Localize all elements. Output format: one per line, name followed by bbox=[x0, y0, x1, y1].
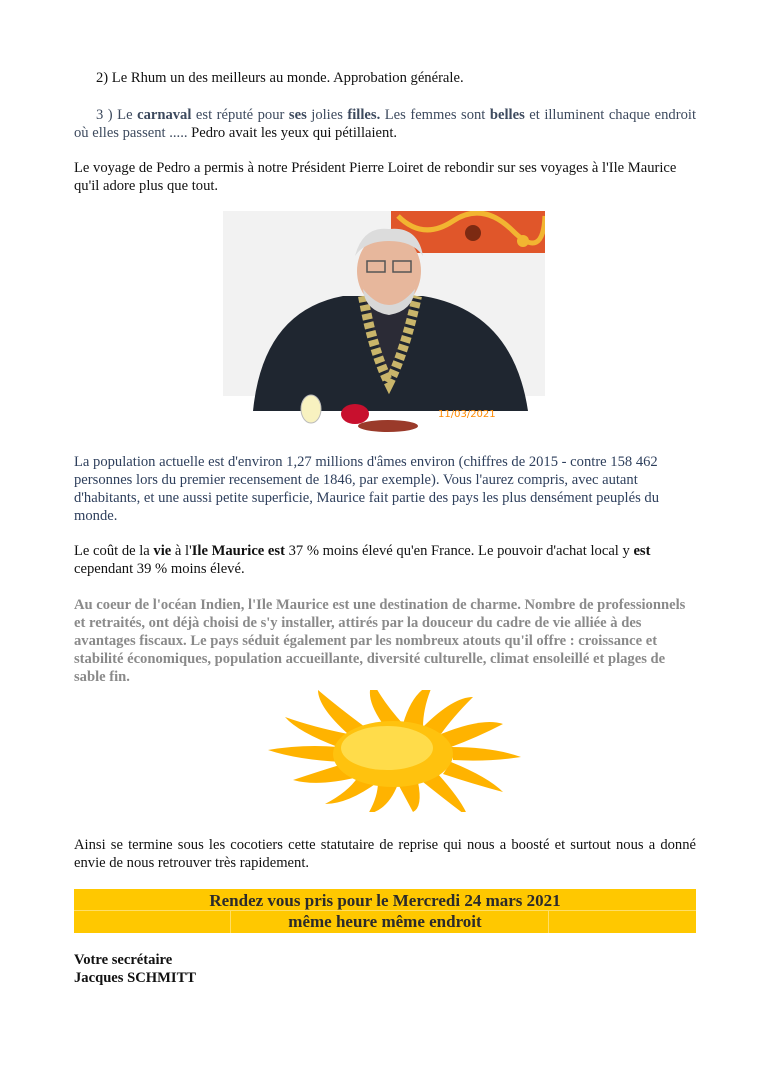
sun-icon bbox=[262, 690, 524, 812]
list-item-3: 3 ) Le carnaval est réputé pour ses jolies filles. Les femmes sont belles et illuminent chaque endroit où elles passent ..... Pedro avait les yeux qui pétillaient. bbox=[74, 107, 696, 141]
banner-line-1: Rendez vous pris pour le Mercredi 24 mars 2021 bbox=[209, 891, 561, 910]
ocean-paragraph: Au coeur de l'océan Indien, l'Ile Maurice est une destination de charme. Nombre de professionnels et retraités, ont déjà choisi de s'y installer, attirés par la douceur du cadre de vie alliée à des avantages fiscaux. Le pays séduit également par les nombreux atouts qu'il offre : croissance et stabilité économiques, population accueillante, diversité culturelle, climat ensoleillé et plages de sable fin. bbox=[74, 597, 686, 685]
population-paragraph: La population actuelle est d'environ 1,27 millions d'âmes environ (chiffres de 2015 - contre 158 462 personnes lors du premier recensement de 1846, par exemple). Vous l'aurez compris, avec autant d'habitants, et une aussi petite superficie, Maurice fait partie des pays les plus densément peuplés du monde. bbox=[74, 454, 659, 524]
list-item-2: 2) Le Rhum un des meilleurs au monde. Approbation générale. bbox=[96, 70, 464, 86]
signature-name: Jacques SCHMITT bbox=[74, 970, 197, 986]
photo-illustration bbox=[223, 211, 545, 435]
closing-paragraph: Ainsi se termine sous les cocotiers cette statutaire de reprise qui nous a boosté et surtout nous a donné envie de nous retrouver très rapidement. bbox=[74, 837, 696, 871]
photo-date-stamp: 11/03/2021 bbox=[438, 409, 496, 420]
next-meeting-banner bbox=[74, 889, 696, 933]
voyage-paragraph: Le voyage de Pedro a permis à notre Président Pierre Loiret de rebondir sur ses voyages à l'Ile Maurice qu'il adore plus que tout. bbox=[74, 160, 677, 194]
cost-paragraph: Le coût de la vie à l'Ile Maurice est 37 % moins élevé qu'en France. Le pouvoir d'achat local y est cependant 39 % moins élevé. bbox=[74, 543, 651, 577]
banner-line-2: même heure même endroit bbox=[288, 912, 482, 931]
president-photo bbox=[223, 211, 545, 435]
signature-role: Votre secrétaire bbox=[74, 952, 173, 968]
